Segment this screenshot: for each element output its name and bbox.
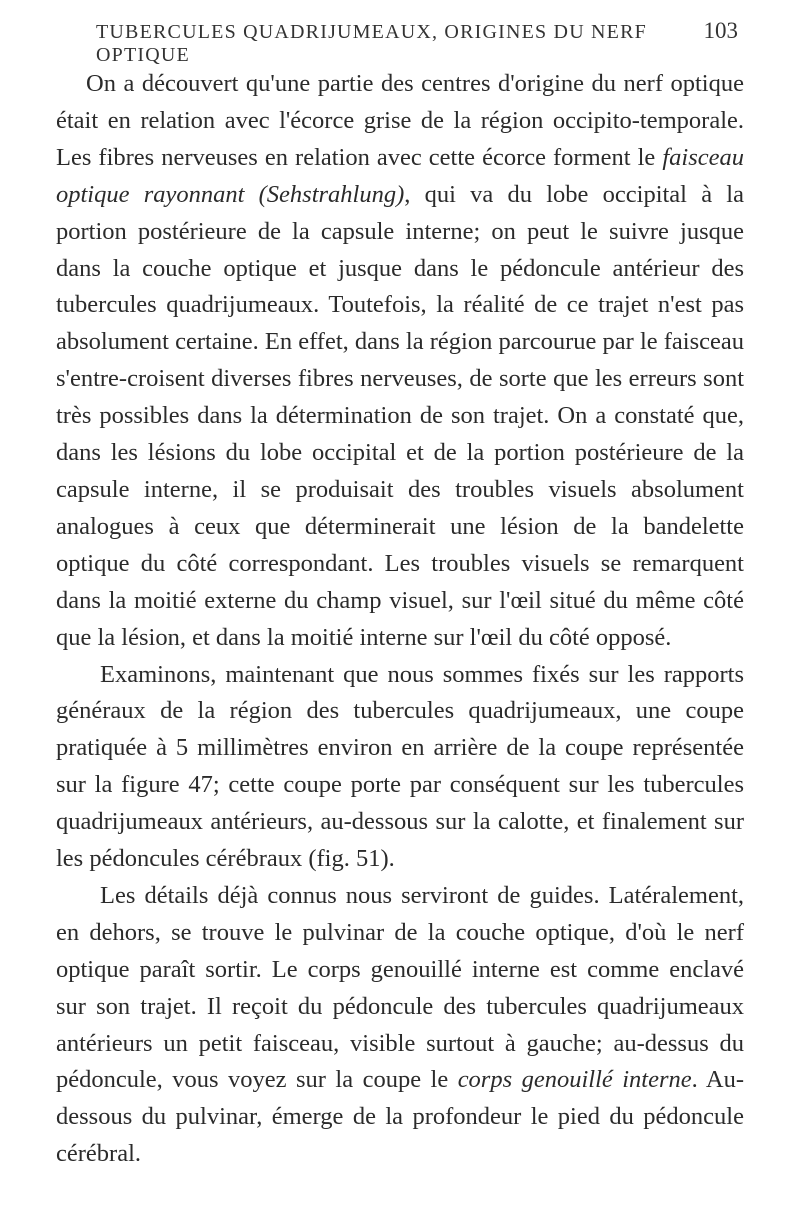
- paragraph-3-text-b: . Au-dessous du pulvinar, émerge de la profondeur le pied du pédoncule cérébral.: [56, 1066, 744, 1168]
- paragraph-2-text: Examinons, maintenant que nous sommes fixés sur les rapports généraux de la région des tubercules quadrijumeaux, une coupe pratiquée à 5 millimètres environ en arrière de la coupe représentée sur la figure 47; cette coupe porte par conséquent sur les tubercules quadrijumeaux antérieurs, au-dessous sur la calotte, et finalement sur les pédoncules cérébraux (fig. 51).: [56, 660, 744, 873]
- paragraph-3-text-a: Les détails déjà connus nous serviront de guides. Latéralement, en dehors, se trouve le pulvinar de la couche optique, d'où le nerf optique paraît sortir. Le corps genouillé interne est comme enclavé sur son trajet. Il reçoit du pédoncule des tubercules quadrijumeaux antérieurs un petit faisceau, visible surtout à gauche; au-dessus du pédoncule, vous voyez sur la coupe le: [56, 881, 744, 1094]
- running-title: TUBERCULES QUADRIJUMEAUX, ORIGINES DU NERF OPTIQUE: [96, 21, 647, 66]
- paragraph-3: [56, 878, 744, 1173]
- running-header: [56, 18, 744, 66]
- paragraph-2: [56, 657, 744, 878]
- paragraph-1-italic-term: faisceau optique rayonnant (Sehstrahlung): [56, 143, 744, 208]
- page-number: 103: [703, 18, 738, 43]
- paragraph-1-text-a: On a découvert qu'une partie des centres d'origine du nerf optique était en relation avec l'écorce grise de la région occipito-temporale. Les fibres nerveuses en relation avec cette écorce forment le: [56, 70, 744, 171]
- paragraph-1-text-b: , qui va du lobe occipital à la portion postérieure de la capsule interne; on peut le suivre jusque dans la couche optique et jusque dans le pédoncule antérieur des tubercules quadrijumeaux. Toutefois, la réalité de ce trajet n'est pas absolument certaine. En effet, dans la région parcourue par le faisceau s'entre-croisent diverses fibres nerveuses, de sorte que les erreurs sont très possibles dans la détermination de son trajet. On a constaté que, dans les lésions du lobe occipital et de la portion postérieure de la capsule interne, il se produisait des troubles visuels absolument analogues à ceux que déterminerait une lésion de la bandelette optique du côté correspondant. Les troubles visuels se remarquent dans la moitié externe du champ visuel, sur l'œil situé du même côté que la lésion, et dans la moitié interne sur l'œil du côté opposé.: [56, 180, 744, 651]
- page-body: [56, 66, 744, 1173]
- paragraph-1: [56, 66, 744, 657]
- paragraph-3-italic-term: corps genouillé interne: [457, 1066, 692, 1094]
